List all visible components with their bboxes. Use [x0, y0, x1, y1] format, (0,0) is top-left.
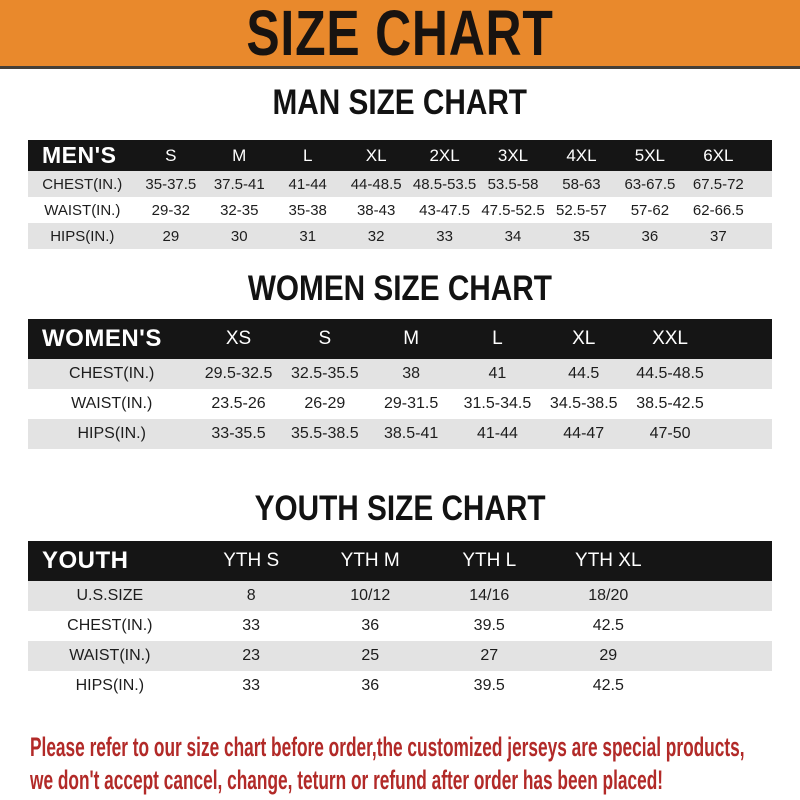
row-label-cell: CHEST(IN.) [69, 365, 155, 382]
size-value-cell: 31 [299, 227, 317, 245]
table-row [28, 389, 772, 419]
size-value-cell: 37 [709, 227, 727, 245]
size-value-cell: 25 [361, 647, 380, 664]
table-title-cell: MEN'S [28, 140, 137, 171]
table-row [28, 581, 772, 611]
row-label-cell: WAIST(IN.) [69, 647, 151, 664]
size-value-cell: 41-44 [288, 175, 327, 193]
row-label-cell: WAIST(IN.) [71, 395, 153, 412]
size-value-cell: 35.5-38.5 [291, 425, 359, 442]
size-value-cell: 23 [242, 647, 261, 664]
size-value-cell: 35-37.5 [145, 175, 197, 193]
row-label-cell: CHEST(IN.) [42, 175, 123, 193]
man-section-heading [0, 85, 800, 121]
size-value-cell: 32.5-35.5 [291, 365, 359, 382]
column-header: S [137, 140, 205, 171]
column-header: XXL [627, 319, 713, 359]
size-value-cell: 29 [162, 227, 180, 245]
filler-cell [753, 197, 772, 223]
column-header: YTH L [430, 541, 549, 581]
size-value-cell: 32 [367, 227, 385, 245]
table-header-row [28, 140, 772, 171]
man-size-table [28, 140, 772, 249]
size-value-cell: 34 [504, 227, 522, 245]
size-value-cell: 33 [242, 617, 261, 634]
size-value-cell: 52.5-57 [556, 201, 607, 219]
column-header: XS [195, 319, 281, 359]
column-header: 4XL [547, 140, 615, 171]
column-header: YTH M [311, 541, 430, 581]
table-row [28, 419, 772, 449]
column-header: 5XL [616, 140, 684, 171]
size-value-cell: 38-43 [356, 201, 396, 219]
size-value-cell: 32-35 [220, 201, 259, 219]
filler-cell [668, 671, 772, 701]
size-value-cell: 8 [246, 587, 256, 604]
row-label-cell: HIPS(IN.) [75, 677, 145, 694]
filler-cell [713, 389, 772, 419]
row-label-cell: CHEST(IN.) [67, 617, 153, 634]
banner-title: SIZE CHART [246, 0, 554, 69]
table-row [28, 641, 772, 671]
size-value-cell: 62-66.5 [692, 201, 744, 219]
size-value-cell: 63-67.5 [624, 175, 676, 193]
size-value-cell: 44.5 [568, 365, 600, 382]
footer-note-line1: Please refer to our size chart before order,the customized jerseys are special products, [30, 732, 745, 762]
column-header: XL [541, 319, 627, 359]
section-women [0, 271, 800, 449]
youth-size-table [28, 541, 772, 701]
size-value-cell: 47.5-52.5 [481, 201, 545, 219]
size-value-cell: 43-47.5 [419, 201, 471, 219]
women-section-heading [0, 271, 800, 307]
size-value-cell: 29-31.5 [384, 395, 439, 412]
table-header-row [28, 541, 772, 581]
table-row [28, 359, 772, 389]
filler-cell [713, 319, 772, 359]
filler-cell [668, 641, 772, 671]
table-row [28, 611, 772, 641]
size-value-cell: 67.5-72 [692, 175, 744, 193]
footer-note [30, 731, 800, 797]
size-value-cell: 44-48.5 [350, 175, 402, 193]
size-value-cell: 47-50 [649, 425, 691, 442]
filler-cell [753, 223, 772, 249]
size-value-cell: 39.5 [473, 677, 505, 694]
size-value-cell: 41 [488, 365, 507, 382]
size-value-cell: 44.5-48.5 [636, 365, 704, 382]
column-header: L [454, 319, 540, 359]
column-header: 3XL [479, 140, 547, 171]
size-value-cell: 58-63 [562, 175, 601, 193]
table-row [28, 223, 772, 249]
size-value-cell: 48.5-53.5 [412, 175, 477, 193]
filler-cell [713, 419, 772, 449]
youth-section-heading-text: YOUTH SIZE CHART [254, 489, 546, 528]
table-title-cell: YOUTH [28, 541, 192, 581]
column-header: M [205, 140, 273, 171]
table-row [28, 197, 772, 223]
size-value-cell: 41-44 [476, 425, 518, 442]
table-header-row [28, 319, 772, 359]
size-value-cell: 42.5 [592, 617, 624, 634]
size-value-cell: 18/20 [588, 587, 629, 604]
women-section-heading-text: WOMEN SIZE CHART [247, 269, 553, 308]
size-value-cell: 30 [230, 227, 248, 245]
size-value-cell: 29-32 [151, 201, 191, 219]
size-value-cell: 57-62 [630, 201, 670, 219]
size-value-cell: 14/16 [469, 587, 510, 604]
column-header: M [368, 319, 454, 359]
size-value-cell: 34.5-38.5 [549, 395, 618, 412]
size-value-cell: 38.5-42.5 [636, 395, 704, 412]
size-value-cell: 27 [480, 647, 499, 664]
section-man [0, 85, 800, 249]
row-label-cell: HIPS(IN.) [77, 425, 146, 442]
column-header: YTH XL [549, 541, 668, 581]
table-row [28, 171, 772, 197]
women-size-table [28, 319, 772, 449]
table-title-cell: WOMEN'S [28, 319, 195, 359]
size-value-cell: 36 [361, 677, 380, 694]
size-value-cell: 39.5 [473, 617, 505, 634]
table-row [28, 671, 772, 701]
size-value-cell: 44-47 [563, 425, 605, 442]
size-value-cell: 38.5-41 [384, 425, 439, 442]
filler-cell [753, 171, 772, 197]
size-value-cell: 35-38 [288, 201, 327, 219]
size-value-cell: 42.5 [592, 677, 624, 694]
column-header: S [282, 319, 368, 359]
size-value-cell: 53.5-58 [487, 175, 539, 193]
filler-cell [753, 140, 772, 171]
column-header: L [273, 140, 341, 171]
row-label-cell: U.S.SIZE [76, 587, 144, 604]
man-section-heading-text: MAN SIZE CHART [272, 83, 528, 122]
youth-section-heading [0, 491, 800, 527]
section-youth [0, 491, 800, 701]
size-value-cell: 29.5-32.5 [204, 365, 273, 382]
filler-cell [713, 359, 772, 389]
column-header: XL [342, 140, 410, 171]
size-value-cell: 33 [242, 677, 261, 694]
size-value-cell: 29 [599, 647, 618, 664]
footer-note-line2: we don't accept cancel, change, teturn or refund after order has been placed! [30, 765, 664, 795]
row-label-cell: HIPS(IN.) [50, 227, 115, 245]
size-value-cell: 36 [361, 617, 380, 634]
size-value-cell: 31.5-34.5 [463, 395, 532, 412]
filler-cell [668, 581, 772, 611]
banner [0, 0, 800, 69]
size-value-cell: 23.5-26 [211, 395, 266, 412]
column-header: YTH S [192, 541, 311, 581]
size-value-cell: 35 [573, 227, 590, 245]
size-value-cell: 36 [641, 227, 659, 245]
column-header: 2XL [410, 140, 478, 171]
filler-cell [668, 541, 772, 581]
size-value-cell: 33-35.5 [211, 425, 266, 442]
size-value-cell: 26-29 [304, 395, 346, 412]
column-header: 6XL [684, 140, 752, 171]
size-value-cell: 38 [402, 365, 421, 382]
size-value-cell: 37.5-41 [213, 175, 265, 193]
row-label-cell: WAIST(IN.) [44, 201, 121, 219]
size-value-cell: 10/12 [350, 587, 391, 604]
filler-cell [668, 611, 772, 641]
size-value-cell: 33 [436, 227, 453, 245]
